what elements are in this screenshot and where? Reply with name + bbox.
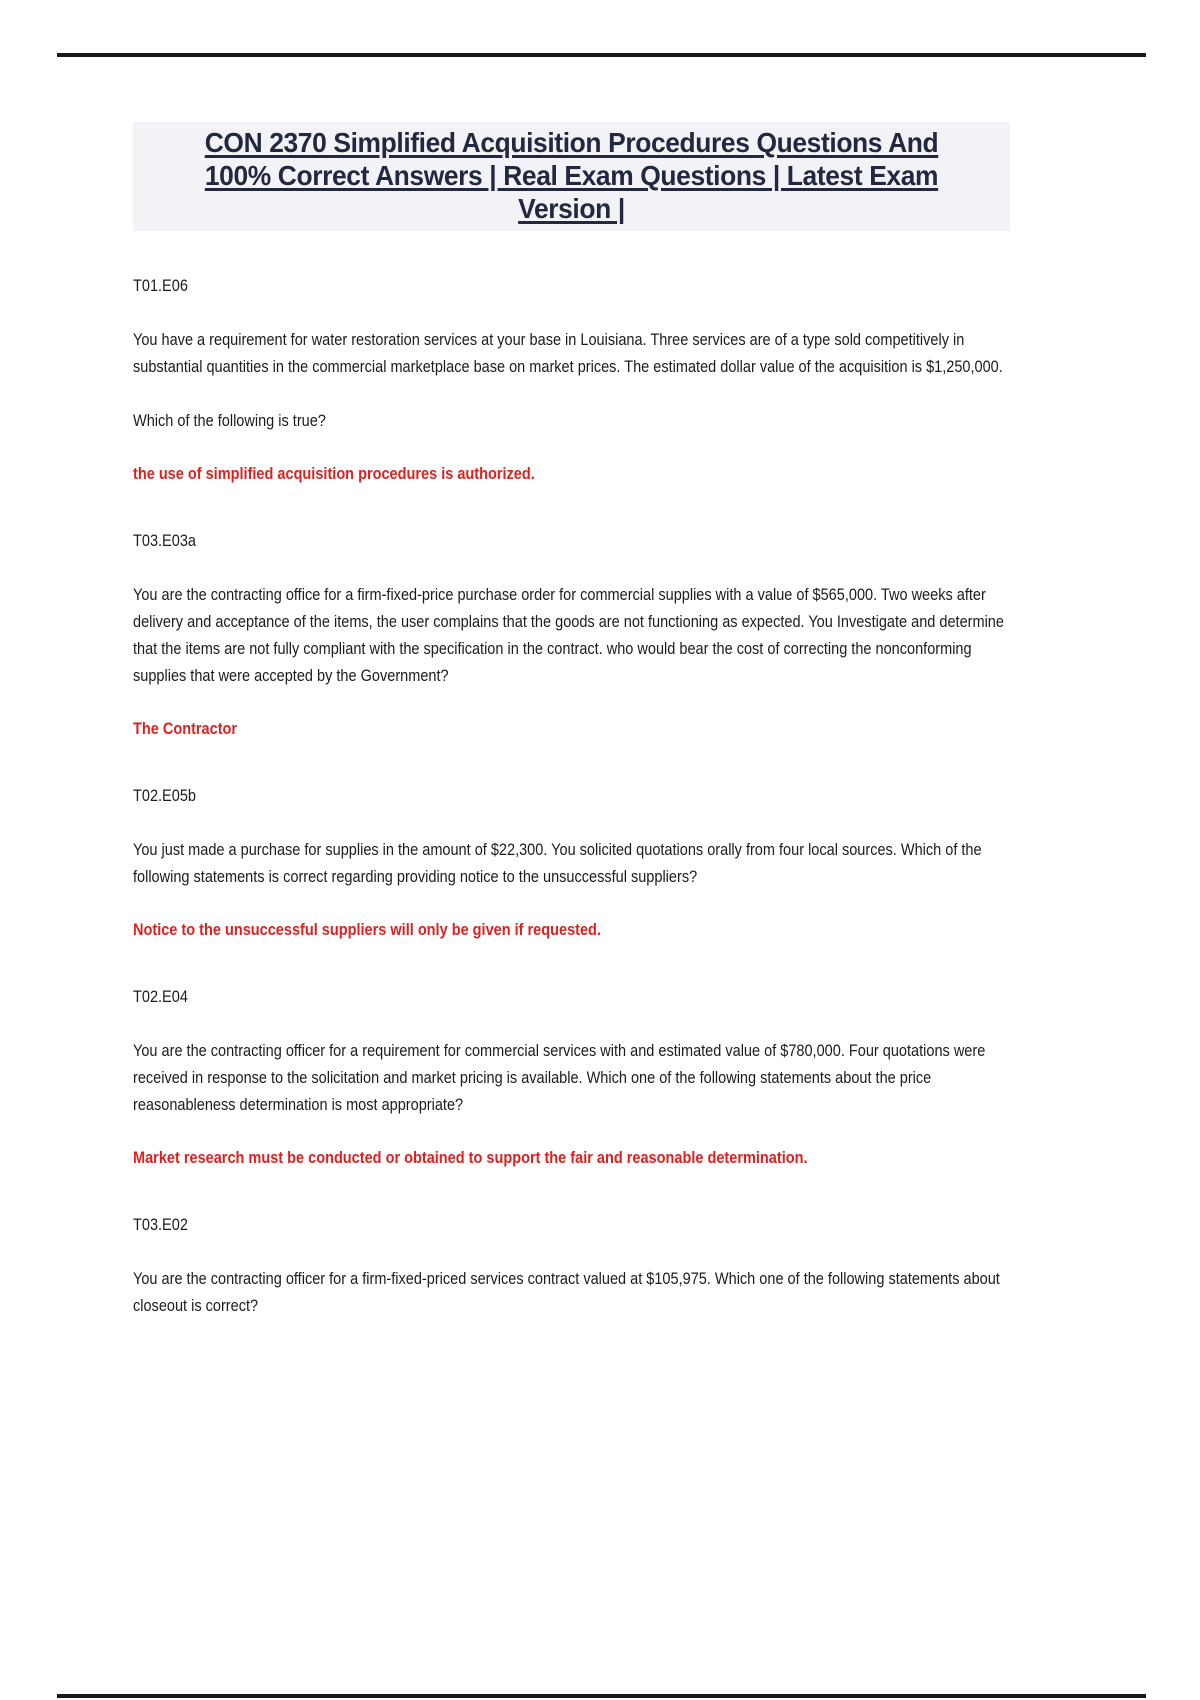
question-tag: T02.E05b <box>133 787 196 805</box>
answer-text: Notice to the unsuccessful suppliers will only be given if requested. <box>133 921 601 939</box>
answer-text: The Contractor <box>133 720 238 738</box>
page-title-line-3: Version | <box>518 193 625 224</box>
question-text: You are the contracting officer for a requirement for commercial services with and estimated value of $780,000. Four quotations were received in response to the solicitation and market pricing is available. Which one of the following statements about the price reasonableness determination is most appropriate? <box>133 1042 986 1114</box>
question-text: You just made a purchase for supplies in the amount of $22,300. You solicited quotations orally from four local sources. Which of the following statements is correct regarding providing notice to the unsuccessful suppliers? <box>133 841 982 886</box>
header-rule <box>57 53 1146 57</box>
question-tag: T03.E03a <box>133 532 196 550</box>
qa-item <box>133 275 1010 486</box>
footer-rule <box>57 1694 1146 1698</box>
qa-item <box>133 1214 1010 1320</box>
qa-item <box>133 986 1010 1170</box>
page-title-line-1: CON 2370 Simplified Acquisition Procedures Questions And <box>204 127 939 158</box>
page-title <box>133 122 1010 231</box>
qa-item <box>133 785 1010 942</box>
answer-text: Market research must be conducted or obtained to support the fair and reasonable determination. <box>133 1149 808 1167</box>
document-content <box>133 122 1010 1320</box>
page-title-line-2: 100% Correct Answers | Real Exam Questions | Latest Exam <box>204 160 939 191</box>
question-prompt: Which of the following is true? <box>133 412 326 430</box>
qa-item <box>133 530 1010 741</box>
question-text: You are the contracting officer for a firm-fixed-priced services contract valued at $105,975. Which one of the following statements about closeout is correct? <box>133 1270 1000 1315</box>
question-tag: T03.E02 <box>133 1216 188 1234</box>
question-text: You are the contracting office for a firm-fixed-price purchase order for commercial supplies with a value of $565,000. Two weeks after delivery and acceptance of the items, the user complains that the goods are not functioning as expected. You Investigate and determine that the items are not fully compliant with the specification in the contract. who would bear the cost of correcting the nonconforming supplies that were accepted by the Government? <box>133 586 1004 685</box>
question-text: You have a requirement for water restoration services at your base in Louisiana. Three services are of a type sold competitively in substantial quantities in the commercial marketplace base on market prices. The estimated dollar value of the acquisition is $1,250,000. <box>133 331 1003 376</box>
question-tag: T01.E06 <box>133 277 188 295</box>
question-tag: T02.E04 <box>133 988 188 1006</box>
answer-text: the use of simplified acquisition procedures is authorized. <box>133 465 535 483</box>
